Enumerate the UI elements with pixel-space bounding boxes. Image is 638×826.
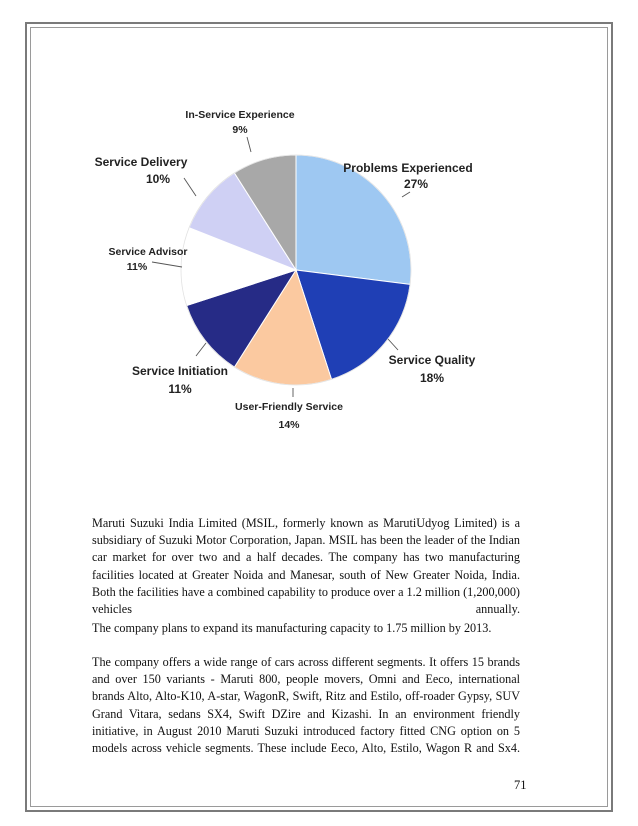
- paragraph-text: Maruti Suzuki India Limited (MSIL, formerly known as MarutiUdyog Limited) is a subsidiary of Suzuki Motor Corporation, Japan. MSIL has been the leader of the Indian car market for over two and a half decades. The company has two manufacturing facilities located at Greater Noida and Manesar, south of New Greater Noida, India. Both the facilities have a combined capability to produce over a 1.2 million (1,200,000) vehicles annually.: [92, 516, 520, 617]
- slice-value-label: 11%: [126, 261, 148, 273]
- leader-line: [388, 339, 398, 350]
- slice-category-label: Problems Experienced: [343, 161, 473, 175]
- slice-category-label: User-Friendly Service: [235, 401, 343, 413]
- leader-line: [196, 343, 206, 356]
- slice-value-label: 9%: [232, 124, 248, 136]
- paragraph-company-overview: [92, 515, 520, 618]
- leader-line: [402, 192, 410, 197]
- slice-category-label: Service Initiation: [131, 364, 229, 378]
- paragraph-capacity-plan: [92, 620, 520, 637]
- slice-category-label: In-Service Experience: [185, 109, 295, 121]
- slice-category-label: Service Delivery: [94, 155, 188, 169]
- slice-value-label: 27%: [403, 177, 429, 191]
- slice-value-label: 18%: [419, 371, 445, 385]
- page-number: 71: [514, 778, 527, 792]
- paragraph-product-range: [92, 654, 520, 757]
- leader-line: [184, 178, 196, 196]
- leader-line: [152, 262, 182, 267]
- slice-value-label: 14%: [278, 419, 300, 431]
- slice-value-label: 10%: [145, 172, 171, 186]
- slice-value-label: 11%: [168, 382, 192, 396]
- paragraph-text: The company plans to expand its manufacturing capacity to 1.75 million by 2013.: [92, 621, 492, 635]
- slice-category-label: Service Quality: [388, 353, 476, 367]
- paragraph-text: The company offers a wide range of cars across different segments. It offers 15 brands and over 150 variants - Maruti 800, people movers, Omni and Eeco, international brands Alto, Alto-K10, A-star, WagonR, Swift, Ritz and Estilo, off-roader Gypsy, SUV Grand Vitara, sedans SX4, Swift DZire and Kizashi. In an environment friendly initiative, in August 2010 Maruti Suzuki introduced factory fitted CNG option on 5 models across vehicle segments. These include Eeco, Alto, Estilo, Wagon R and Sx4.: [92, 655, 520, 756]
- slice-category-label: Service Advisor: [108, 246, 188, 258]
- leader-line: [247, 137, 251, 152]
